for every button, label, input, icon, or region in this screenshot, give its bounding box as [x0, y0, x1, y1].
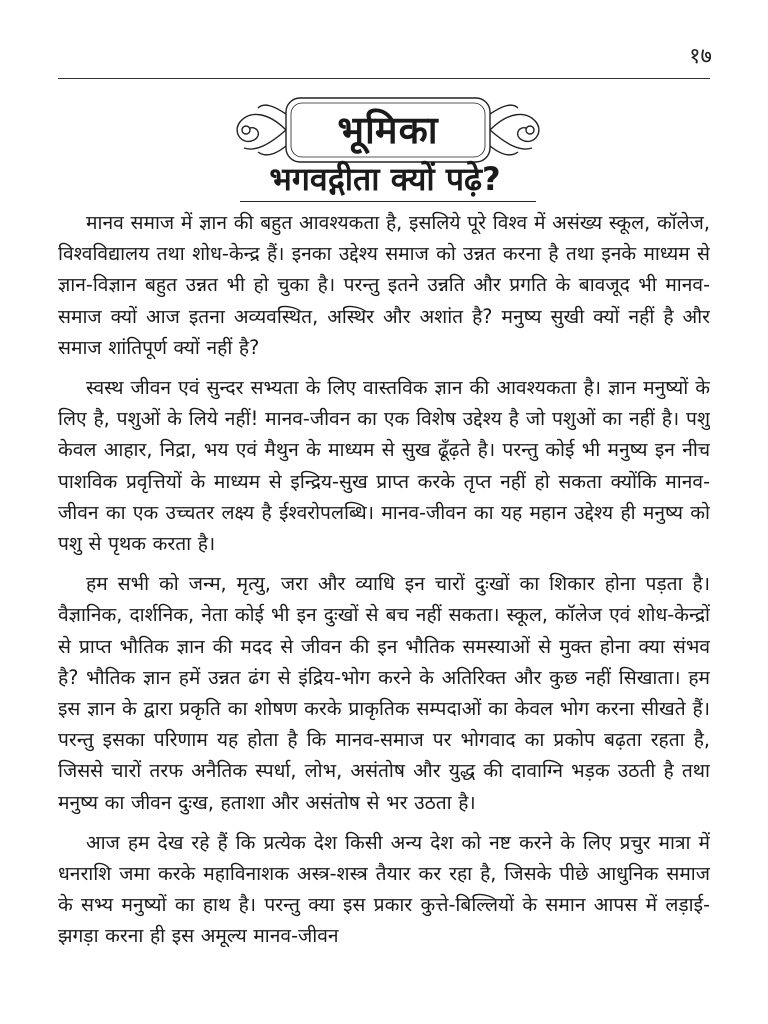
paragraph-3: हम सभी को जन्म, मृत्यु, जरा और व्याधि इन चारों दुःखों का शिकार होना पड़ता है। वैज्ञानिक, दार्शनिक, नेता कोई भी इन दुःखों से बच नहीं सकता। स्कूल, कॉलेज एवं शोध-केन्द्रों से प्राप्त भौतिक ज्ञान की मदद से जीवन की इन भौतिक समस्याओं से मुक्त होना क्या संभव है? भौतिक ज्ञान हमें उन्नत ढंग से इंद्रिय-भोग करने के अतिरिक्त और कुछ नहीं सिखाता। हम इस ज्ञान के द्वारा प्रकृति का शोषण करके प्राकृतिक सम्पदाओं का केवल भोग करना सीखते हैं। परन्तु इसका परिणाम यह होता है कि मानव-समाज पर भोगवाद का प्रकोप बढ़ता रहता है, जिससे चारों तरफ अनैतिक स्पर्धा, लोभ, असंतोष और युद्ध की दावाग्नि भड़क उठती है तथा मनुष्य का जीवन दुःख, हताशा और असंतोष से भर उठता है। — [58, 572, 710, 814]
page-title: भूमिका — [337, 108, 439, 152]
paragraph-1: मानव समाज में ज्ञान की बहुत आवश्यकता है, इसलिये पूरे विश्व में असंख्य स्कूल, कॉलेज, विश्वविद्यालय तथा शोध-केन्द्र हैं। इनका उद्देश्य समाज को उन्नत करना है तथा इनके माध्यम से ज्ञान-विज्ञान बहुत उन्नत भी हो चुका है। परन्तु इतने उन्नति और प्रगति के बावजूद भी मानव-समाज क्यों आज इतना अव्यवस्थित, अस्थिर और अशांत है? मनुष्य सुखी क्यों नहीं है और समाज शांतिपूर्ण क्यों नहीं है? — [58, 211, 710, 359]
body-text — [58, 207, 710, 1007]
paragraph-2: स्वस्थ जीवन एवं सुन्दर सभ्यता के लिए वास्तविक ज्ञान की आवश्यकता है। ज्ञान मनुष्यों के लिए है, पशुओं के लिये नहीं! मानव-जीवन का एक विशेष उद्देश्य है जो पशुओं का नहीं है। पशु केवल आहार, निद्रा, भय एवं मैथुन के माध्यम से सुख ढूँढ़ते है। परन्तु कोई भी मनुष्य इन नीच पाशविक प्रवृत्तियों के माध्यम से इन्द्रिय-सुख प्राप्त करके तृप्त नहीं हो सकता क्योंकि मानव-जीवन का एक उच्चतर लक्ष्य है ईश्वरोपलब्धि। मानव-जीवन का यह महान उद्देश्य ही मनुष्य को पशु से पृथक करता है। — [58, 376, 710, 556]
paragraph-4: आज हम देख रहे हैं कि प्रत्येक देश किसी अन्य देश को नष्ट करने के लिए प्रचुर मात्रा में धनराशि जमा करके महाविनाशक अस्त्र-शस्त्र तैयार कर रहा है, जिसके पीछे आधुनिक समाज के सभ्य मनुष्यों का हाथ है। परन्तु क्या इस प्रकार कुत्ते-बिल्लियों के समान आपस में लड़ाई-झगड़ा करना ही इस अमूल्य मानव-जीवन — [58, 830, 710, 948]
subtitle-underline — [240, 201, 536, 202]
page-number: १७ — [689, 44, 712, 69]
header-divider — [58, 78, 710, 79]
page-subtitle: भगवद्गीता क्यों पढ़े? — [269, 160, 501, 198]
